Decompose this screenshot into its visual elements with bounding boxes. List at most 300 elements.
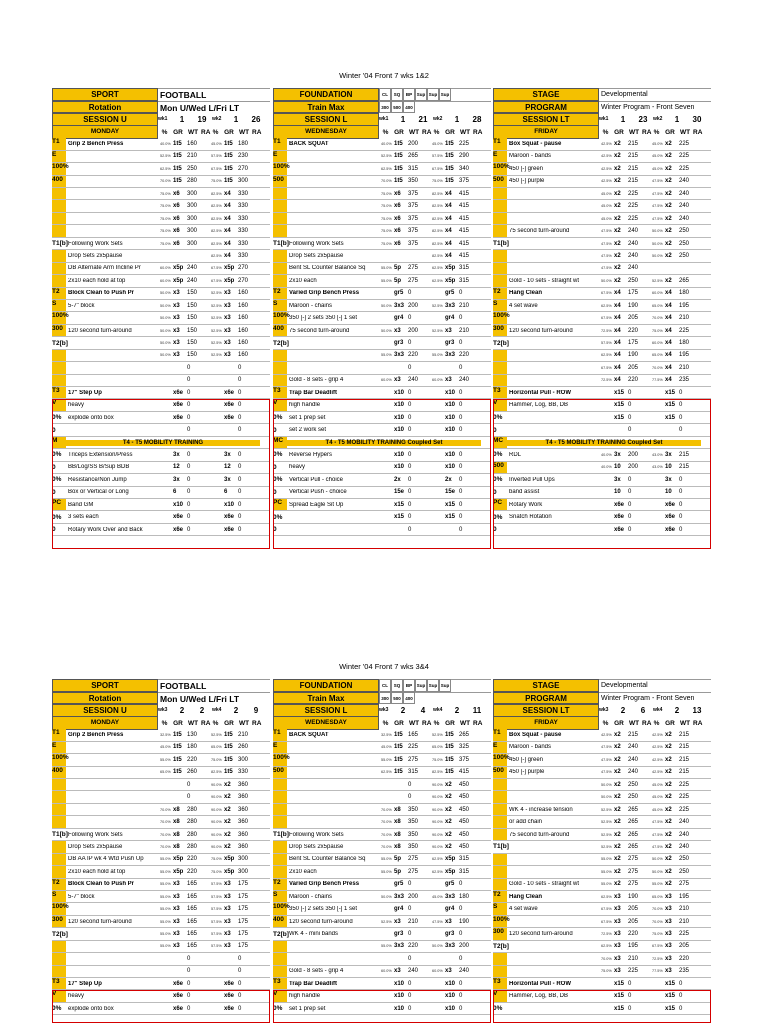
reps-cell: x15 (665, 980, 676, 987)
percent-cell: 50.0% (652, 869, 663, 874)
percent-cell: 67.5% (211, 278, 222, 283)
reps-cell: x4 (224, 240, 231, 247)
weight-cell: 130 (187, 732, 198, 738)
reps-cell: gr4 (394, 315, 404, 322)
lift-code: SQ (391, 679, 403, 692)
row-code (493, 375, 507, 386)
reps-cell: gr5 (394, 881, 404, 888)
weight-cell: 0 (628, 1005, 632, 1012)
reps-cell: x6e (173, 514, 184, 521)
weight-cell: 200 (459, 943, 470, 950)
exercise-name: high handle (289, 402, 321, 409)
weight-cell: 200 (628, 464, 639, 471)
row-code: 0 (493, 488, 497, 496)
column-header: GR (665, 719, 675, 727)
weight-cell: 300 (187, 203, 198, 210)
table-row (493, 487, 711, 499)
row-code: T2[b] (493, 942, 509, 950)
table-row (273, 791, 491, 803)
reps-cell: x2 (614, 781, 621, 788)
column-header-row (493, 717, 711, 730)
percent-cell: 82.5% (432, 229, 443, 234)
weight-cell: 210 (679, 315, 690, 322)
percent-cell: 72.5% (601, 328, 612, 333)
table-row (493, 250, 711, 262)
weight-cell: 225 (679, 141, 690, 147)
row-code: 0 (493, 426, 497, 434)
table-row (52, 511, 270, 523)
percent-cell: 62.5% (381, 770, 392, 775)
percent-cell: 52.5% (601, 844, 612, 849)
reps-cell: x4 (665, 340, 672, 346)
percent-cell: 90.0% (432, 844, 443, 849)
reps-cell: x10 (445, 402, 456, 409)
column-header: % (382, 128, 389, 136)
reps-cell: x3 (665, 918, 672, 925)
column-header: RA (422, 719, 432, 727)
table-row (52, 916, 270, 928)
table-row (273, 337, 491, 349)
reps-cell: x2 (614, 190, 621, 197)
reps-cell: x10 (394, 464, 405, 471)
weight-cell: 240 (679, 831, 690, 838)
weight-cell: 0 (459, 427, 463, 434)
reps-cell: 1t5 (445, 165, 454, 172)
exercise-name: 4 set wave (509, 906, 538, 913)
weight-cell: 330 (238, 240, 249, 247)
reps-cell: x4 (224, 190, 231, 197)
table-row (52, 854, 270, 866)
percent-cell: 67.5% (601, 291, 612, 296)
weight-cell: 0 (408, 340, 412, 346)
exercise-name: explode onto box (68, 414, 114, 421)
table-row (273, 288, 491, 300)
table-row (273, 953, 491, 965)
percent-cell: 82.5% (211, 253, 222, 258)
row-code (493, 779, 507, 790)
reps-cell: 3x3 (394, 352, 405, 359)
table-row (493, 462, 711, 474)
weight-cell: 0 (187, 781, 191, 788)
weight-cell: 0 (408, 489, 412, 496)
percent-cell: 55.0% (160, 919, 171, 924)
weight-cell: 225 (628, 190, 639, 197)
weight-cell: 150 (187, 352, 198, 359)
weight-cell: 165 (187, 881, 198, 888)
weight-cell: 280 (187, 178, 198, 185)
percent-cell: 70.0% (381, 179, 392, 184)
exercise-name: Gold - 8 sets - grip 4 (289, 377, 344, 384)
reps-cell: x2 (224, 819, 231, 826)
week-label: wk2 (653, 116, 663, 123)
weight-cell: 250 (679, 868, 690, 875)
percent-cell: 75.0% (211, 179, 222, 184)
row-code: 0 (273, 463, 277, 471)
row-code: T1[b] (52, 240, 68, 247)
weight-cell: 0 (187, 389, 191, 396)
column-header: RA (693, 719, 703, 727)
exercise-name: Hammer, Log, BB, DB (509, 993, 569, 1000)
reps-cell: x6e (173, 389, 184, 396)
table-row (273, 916, 491, 928)
table-row (273, 804, 491, 816)
session-block-wednesday (273, 88, 491, 536)
weight-cell: 175 (628, 290, 639, 297)
weight-cell: 160 (187, 141, 198, 147)
header-label: Rotation (52, 101, 158, 114)
weight-cell: 0 (408, 526, 412, 533)
percent-cell: 75.0% (381, 191, 392, 196)
table-row (52, 841, 270, 853)
exercise-name: 5-7" block (68, 302, 95, 309)
weight-cell: 180 (679, 340, 690, 346)
reps-cell: 1t5 (224, 153, 233, 160)
day-label: FRIDAY (493, 716, 599, 731)
weight-cell: 300 (238, 856, 249, 863)
section-header: T4 - T5 MOBILITY TRAINING Coupled Set (287, 440, 481, 446)
table-row (273, 362, 491, 374)
exercise-name: Rotary Work Over and Back (68, 526, 143, 533)
reps-cell: x3 (224, 340, 231, 346)
row-code: V (273, 399, 287, 410)
section-header: T4 - T5 MOBILITY TRAINING Coupled Set (507, 440, 701, 446)
table-row (273, 412, 491, 424)
exercise-name: 450 [-] purple (509, 769, 545, 776)
exercise-name: Bent SL Counter Balance Sq (289, 856, 366, 863)
weight-cell: 215 (628, 732, 639, 738)
row-code: E (273, 151, 287, 162)
weight-cell: 0 (408, 315, 412, 322)
header-label: SESSION L (273, 704, 379, 717)
weight-cell: 220 (628, 327, 639, 334)
table-row (52, 879, 270, 891)
row-code: E (52, 151, 66, 162)
weight-cell: 240 (628, 240, 639, 247)
column-header: WT (459, 719, 471, 727)
percent-cell: 72.5% (652, 956, 663, 961)
exercise-name: Maroon - chains (289, 893, 333, 900)
week-label: wk2 (212, 116, 222, 123)
reps-cell: x4 (665, 327, 672, 334)
percent-cell: 90.0% (211, 795, 222, 800)
weight-cell: 0 (187, 402, 191, 409)
exercise-name: 2x10 each (289, 868, 317, 875)
weight-cell: 275 (408, 265, 419, 272)
table-row (493, 399, 711, 411)
percent-cell: 57.5% (432, 154, 443, 159)
row-code (273, 966, 287, 977)
row-code: V (273, 990, 287, 1001)
reps-cell: x2 (614, 843, 621, 850)
reps-cell: 3x3 (394, 302, 405, 309)
weight-cell: 0 (459, 315, 463, 322)
train-max-value: 400 (403, 692, 415, 705)
weight-cell: 220 (408, 352, 419, 359)
table-row (52, 729, 270, 741)
row-code: 0% (273, 1005, 283, 1013)
row-code (493, 804, 507, 815)
weight-cell: 165 (187, 943, 198, 950)
column-header: % (433, 719, 440, 727)
percent-cell: 47.5% (601, 757, 612, 762)
reps-cell: x10 (445, 980, 456, 987)
table-row (273, 903, 491, 915)
weight-cell: 150 (187, 302, 198, 309)
row-code: 400 (52, 767, 66, 778)
weight-cell: 0 (408, 906, 412, 913)
lift-code: CL (379, 88, 391, 101)
weight-cell: 350 (408, 843, 419, 850)
table-row (52, 779, 270, 791)
percent-cell: 55.0% (601, 882, 612, 887)
row-code: T1[b] (493, 843, 509, 851)
table-row (493, 213, 711, 225)
weight-cell: 220 (408, 943, 419, 950)
row-code (273, 841, 287, 852)
weight-cell: 300 (187, 228, 198, 235)
reps-cell: x2 (614, 881, 621, 888)
row-code: 0 (52, 463, 56, 471)
row-code: 100% (52, 754, 66, 765)
reps-cell: x2 (224, 794, 231, 801)
reps-cell: x3 (394, 918, 401, 925)
weight-cell: 360 (238, 806, 249, 813)
reps-cell: 1t5 (445, 141, 454, 147)
weight-cell: 220 (628, 931, 639, 937)
table-row (52, 816, 270, 828)
table-row (52, 474, 270, 486)
weight-cell: 210 (187, 153, 198, 160)
percent-cell: 52.5% (652, 278, 663, 283)
reps-cell: 3x (665, 451, 672, 458)
row-code: 0 (273, 426, 277, 434)
weight-cell: 0 (187, 526, 191, 533)
percent-cell: 47.5% (601, 770, 612, 775)
column-header: GR (173, 719, 183, 727)
column-header: RA (693, 128, 703, 136)
reps-cell: 1t5 (394, 744, 403, 751)
reps-cell: x3 (224, 315, 231, 322)
header-row (273, 679, 491, 692)
exercise-name: Box Squat - pause (509, 732, 562, 738)
weight-cell: 240 (628, 265, 639, 272)
row-code (273, 953, 287, 964)
weight-cell: 215 (628, 178, 639, 185)
table-row (52, 200, 270, 212)
row-code (493, 250, 507, 261)
weight-cell: 250 (628, 277, 639, 284)
row-code (273, 816, 287, 827)
percent-cell: 42.5% (601, 154, 612, 159)
reps-cell: x3 (614, 968, 621, 975)
column-header: WT (628, 128, 640, 136)
weight-cell: 275 (408, 856, 419, 863)
header-label: Rotation (52, 692, 158, 705)
percent-cell: 55.0% (381, 857, 392, 862)
reps-cell: x4 (614, 352, 621, 359)
weight-cell: 0 (459, 290, 463, 297)
weight-cell: 0 (238, 402, 242, 409)
reps-cell: x6e (665, 514, 676, 521)
weight-cell: 0 (187, 489, 191, 496)
table-row (273, 742, 491, 754)
lift-code: Sup (439, 679, 451, 692)
reps-cell: x6e (173, 526, 184, 533)
percent-cell: 47.5% (601, 266, 612, 271)
percent-cell: 55.0% (381, 266, 392, 271)
reps-cell: x15 (665, 993, 676, 1000)
reps-cell: x15 (614, 414, 625, 421)
row-code (273, 941, 287, 952)
reps-cell: x3 (665, 943, 672, 950)
reps-cell: x2 (445, 806, 452, 813)
weight-cell: 0 (187, 993, 191, 1000)
weight-cell: 205 (628, 315, 639, 322)
reps-cell: x4 (224, 228, 231, 235)
reps-cell: x6e (665, 501, 676, 508)
weight-cell: 210 (238, 732, 249, 738)
table-row (493, 138, 711, 150)
table-row (273, 350, 491, 362)
row-code (493, 350, 507, 361)
weight-cell: 240 (679, 843, 690, 850)
row-code: T3 (273, 978, 287, 989)
reps-cell: gr3 (394, 340, 404, 346)
weight-cell: 0 (679, 389, 683, 396)
reps-cell: x2 (614, 744, 621, 751)
weight-cell: 250 (679, 252, 690, 259)
reps-cell: x2 (445, 781, 452, 788)
reps-cell: x5p (224, 868, 235, 875)
reps-cell: x2 (665, 806, 672, 813)
percent-cell: 70.0% (381, 807, 392, 812)
exercise-name: band assist (509, 489, 540, 496)
exercise-name: Hang Clean (509, 893, 543, 900)
reps-cell: 1t5 (224, 769, 233, 776)
row-code: 500 (273, 767, 287, 778)
percent-cell: 52.5% (211, 328, 222, 333)
percent-cell: 82.5% (211, 241, 222, 246)
weight-cell: 215 (679, 451, 690, 458)
weight-cell: 175 (238, 931, 249, 937)
reps-cell: x2 (224, 843, 231, 850)
weight-cell: 0 (408, 881, 412, 888)
exercise-name: set 2 work set (289, 427, 327, 434)
reps-cell: x4 (445, 228, 452, 235)
weight-cell: 210 (679, 364, 690, 371)
exercise-name: 450 [-] green (509, 165, 544, 172)
percent-cell: 62.5% (432, 857, 443, 862)
row-code (273, 779, 287, 790)
header-row (52, 692, 270, 705)
weight-cell: 180 (187, 744, 198, 751)
reps-cell: x4 (665, 377, 672, 384)
percent-cell: 60.0% (381, 378, 392, 383)
table-row (493, 866, 711, 878)
week-date: 9 (253, 705, 259, 715)
percent-cell: 45.0% (652, 142, 663, 146)
row-code: S (52, 891, 66, 902)
row-code: 400 (52, 176, 66, 187)
percent-cell: 67.5% (601, 907, 612, 912)
table-row (273, 387, 491, 399)
exercise-name: Box or Vertical or Long (68, 489, 129, 496)
weight-cell: 240 (628, 252, 639, 259)
percent-cell: 55.0% (652, 882, 663, 887)
row-code (273, 791, 287, 802)
row-code (273, 804, 287, 815)
reps-cell: x2 (665, 165, 672, 172)
header-value: Mon U/Wed L/Fri LT (158, 692, 270, 705)
column-header: RA (252, 128, 262, 136)
weight-cell: 260 (187, 769, 198, 776)
weight-cell: 205 (628, 906, 639, 913)
column-header: RA (422, 128, 432, 136)
row-code (493, 225, 507, 236)
header-row (273, 101, 491, 114)
row-code: V (52, 399, 66, 410)
percent-cell: 43.0% (652, 465, 663, 470)
weight-cell: 375 (459, 178, 470, 185)
exercise-name: Vertical Pull - choice (289, 476, 344, 483)
weight-cell: 0 (628, 402, 632, 409)
table-row (273, 474, 491, 486)
reps-cell: x6 (394, 215, 401, 222)
percent-cell: 82.5% (432, 770, 443, 775)
table-row (493, 891, 711, 903)
weight-cell: 205 (679, 943, 690, 950)
weight-cell: 0 (408, 501, 412, 508)
row-code: 400 (273, 325, 287, 336)
percent-cell: 62.5% (432, 278, 443, 283)
weight-cell: 240 (628, 769, 639, 776)
table-row (52, 337, 270, 349)
percent-cell: 42.5% (652, 745, 663, 750)
reps-cell: x3 (173, 315, 180, 322)
week-date: 11 (472, 705, 482, 715)
row-code: T2[b] (273, 339, 289, 347)
reps-cell: x8 (394, 831, 401, 838)
column-header: % (161, 128, 168, 136)
train-max-value: 300 (379, 692, 391, 705)
header-label: PROGRAM (493, 692, 599, 705)
weight-cell: 0 (628, 476, 632, 483)
percent-cell: 47.5% (432, 919, 443, 924)
reps-cell: x4 (445, 203, 452, 210)
table-row (52, 375, 270, 387)
percent-cell: 50.0% (652, 241, 663, 246)
weight-cell: 265 (628, 831, 639, 838)
percent-cell: 90.0% (211, 820, 222, 825)
week-date: 21 (418, 114, 428, 124)
reps-cell: 3x3 (394, 943, 405, 950)
reps-cell: x3 (614, 906, 621, 913)
reps-cell: x4 (445, 215, 452, 222)
weight-cell: 0 (238, 1005, 242, 1012)
percent-cell: 90.0% (432, 782, 443, 787)
weight-cell: 450 (459, 831, 470, 838)
weight-cell: 150 (187, 340, 198, 346)
row-code: T1 (52, 138, 66, 149)
header-row (493, 692, 711, 705)
table-row (273, 941, 491, 953)
row-code (273, 263, 287, 274)
reps-cell: x3 (173, 327, 180, 334)
percent-cell: 47.5% (652, 179, 663, 184)
row-code: T1 (493, 729, 507, 740)
table-row (493, 312, 711, 324)
table-row (52, 213, 270, 225)
